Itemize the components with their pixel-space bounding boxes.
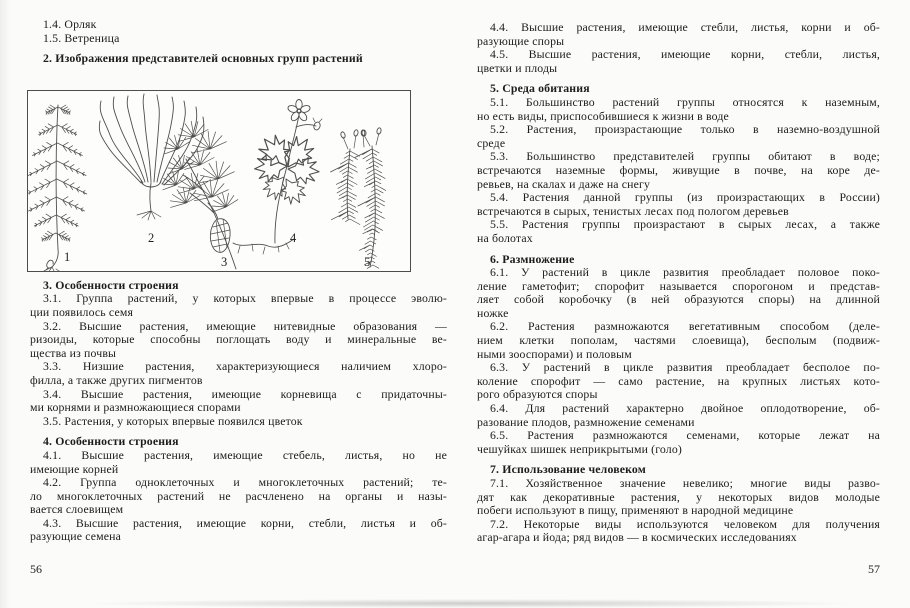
text-line: разующие споры <box>477 33 565 48</box>
paragraph <box>30 292 447 319</box>
paragraph <box>477 21 880 48</box>
text-line: 3.5. Растения, у которых впервые появился цветок <box>43 413 303 428</box>
text-line: 4. Особенности строения <box>43 434 179 449</box>
text-line: ло многоклеточных растений не расчленено на органы и назы- <box>30 488 447 503</box>
paragraph <box>30 388 447 415</box>
text-line: 5. Среда обитания <box>490 81 590 96</box>
scan-left-shade <box>0 0 10 608</box>
text-line: цветки и плоды <box>477 60 558 75</box>
text-line: 5.4. Растения данной группы (из произрастающих в России) <box>490 190 880 205</box>
text-line: но есть виды, приспособившиеся к жизни в воде <box>477 108 729 123</box>
text-line: 6.2. Растения размножаются вегетативным способом (деле- <box>490 319 880 334</box>
text-line: ляет собой коробочку (в ней образуются споры) на длинной <box>477 292 880 307</box>
paragraph <box>477 123 880 150</box>
figure-label-3: 3 <box>221 254 228 269</box>
text-line: 4.4. Высшие растения, имеющие стебли, листья, корни и об- <box>490 20 880 34</box>
text-line: 3. Особенности строения <box>43 277 179 292</box>
paragraph <box>477 218 880 245</box>
text-line: 3.4. Высшие растения, имеющие корневища с придаточны- <box>43 386 447 401</box>
text-line: ции появилось семя <box>30 304 134 319</box>
text-line: ными зооспорами) и половым <box>477 346 632 361</box>
paragraph <box>30 517 447 544</box>
fern-illustration <box>28 105 87 271</box>
paragraph <box>477 429 880 456</box>
text-line: ножке <box>477 305 509 320</box>
plant-illustrations <box>28 91 410 271</box>
text-line: коление спорофит — само растение, на крупных листьях кото- <box>477 373 880 388</box>
text-line: разование плодов, размножение семенами <box>477 414 695 429</box>
text-line: 5.3. Большинство представителей группы обитают в воде; <box>490 149 880 164</box>
section-heading <box>477 253 880 267</box>
section-heading <box>30 435 447 449</box>
text-line: дят как декоративные растения, у некоторых видов молодые <box>477 489 880 504</box>
paragraph <box>477 320 880 361</box>
algae-illustration <box>99 94 204 220</box>
paragraph <box>477 150 880 191</box>
text-line: чешуйках шишек неприкрытыми (голо) <box>477 441 682 456</box>
figure-label-4: 4 <box>290 230 297 245</box>
text-line: среде <box>477 135 506 150</box>
text-line: 6.3. У растений в цикле развития преобладает бесполое по- <box>490 360 880 375</box>
section-heading <box>30 52 447 66</box>
paragraph <box>477 402 880 429</box>
text-line: ми корнями и размножающиеся спорами <box>30 400 241 415</box>
paragraph <box>477 266 880 320</box>
text-line: 2. Изображения представителей основных групп растений <box>43 51 363 66</box>
text-line: филла, а также других пигментов <box>30 372 203 387</box>
right-page <box>477 21 880 545</box>
text-line: встречаются в сырых, тенистых лесах под пологом деревьев <box>477 203 789 218</box>
text-line: 6.4. Для растений характерно двойное оплодотворение, об- <box>490 401 880 416</box>
text-line: нием клетки пополам, частями слоевища), бесполым (подвиж- <box>477 333 880 348</box>
scan-bottom-shadow <box>90 599 850 608</box>
text-line: 6.5. Растения размножаются семенами, которые лежат на <box>490 428 880 443</box>
text-line: вается слоевищем <box>30 502 124 517</box>
paragraph <box>477 477 880 518</box>
text-line: 4.2. Группа одноклеточных и многоклеточных растений; те- <box>43 475 447 490</box>
paragraph <box>477 518 880 545</box>
text-line: 3.3. Низшие растения, характеризующиеся наличием хлоро- <box>43 359 447 374</box>
text-line: на болотах <box>477 230 533 245</box>
section-heading <box>477 82 880 96</box>
page-number-left: 56 <box>30 562 42 576</box>
text-line: имеющие корней <box>30 461 119 476</box>
text-line: встречаются наземные формы, живущие в почве, на коре де- <box>477 162 880 177</box>
text-line: разующие семена <box>30 529 121 544</box>
moss-illustration <box>330 127 385 268</box>
text-line: 7.1. Хозяйственное значение невелико; многие виды разво- <box>490 476 880 490</box>
section-heading <box>477 463 880 477</box>
paragraph <box>30 360 447 387</box>
text-line: 6. Размножение <box>490 251 575 266</box>
text-line: 1.5. Ветреница <box>43 30 120 45</box>
paragraph <box>477 48 880 75</box>
paragraph <box>477 96 880 123</box>
figure-label-5: 5 <box>364 254 371 269</box>
text-line: ревьев, на скалах и даже на снегу <box>477 176 651 191</box>
paragraph <box>477 361 880 402</box>
text-line: агар-агара и йода; ряд видов — в космических исследованиях <box>477 530 797 545</box>
text-line: 5.1. Большинство растений группы относятся к наземным, <box>490 94 880 109</box>
text-line: 4.3. Высшие растения, имеющие корни, стебли, листья и об- <box>43 515 447 530</box>
text-line: побеги используют в пищу, применяют в народной медицине <box>477 503 794 518</box>
text-line: ризоиды, которые способны поглощать воду и минеральные ве- <box>30 332 447 347</box>
figure-label-2: 2 <box>148 230 155 245</box>
right-page-body-text <box>477 21 880 545</box>
text-line: 5.5. Растения группы произрастают в сырых лесах, а также <box>490 217 880 232</box>
text-line: 6.1. У растений в цикле развития преобладает половое поко- <box>490 265 880 280</box>
left-page-body-text <box>30 279 447 544</box>
text-line: 7.2. Некоторые виды используются человеком для получения <box>490 516 880 531</box>
flowering-plant-illustration <box>233 99 322 254</box>
text-line: ление гаметофит; спорофит называется спорогоном и представ- <box>477 278 880 293</box>
figure-label-1: 1 <box>64 249 71 264</box>
text-line: 3.1. Группа растений, у которых впервые в процессе эволю- <box>43 291 447 306</box>
text-line: щества из почвы <box>30 345 117 360</box>
left-page-top-text <box>30 18 447 66</box>
paragraph <box>30 449 447 476</box>
text-line: 1.4. Орляк <box>43 17 97 31</box>
paragraph <box>30 476 447 517</box>
text-line: рого образуются споры <box>477 387 598 402</box>
page-number-right: 57 <box>868 562 880 576</box>
text-line: 5.2. Растения, произрастающие только в наземно-воздушной <box>490 122 880 137</box>
text-line: 4.1. Высшие растения, имеющие стебель, листья, но не <box>43 447 447 462</box>
text-line: 3.2. Высшие растения, имеющие нитевидные образования — <box>43 318 447 333</box>
paragraph <box>30 415 447 429</box>
text-line: 7. Использование человеком <box>490 462 646 477</box>
plant-groups-figure <box>27 90 411 272</box>
paragraph <box>30 32 447 46</box>
paragraph <box>30 320 447 361</box>
paragraph <box>477 191 880 218</box>
section-heading <box>30 279 447 293</box>
left-page <box>30 18 447 544</box>
text-line: 4.5. Высшие растения, имеющие корни, стебли, листья, <box>490 47 880 62</box>
paragraph <box>30 18 447 32</box>
